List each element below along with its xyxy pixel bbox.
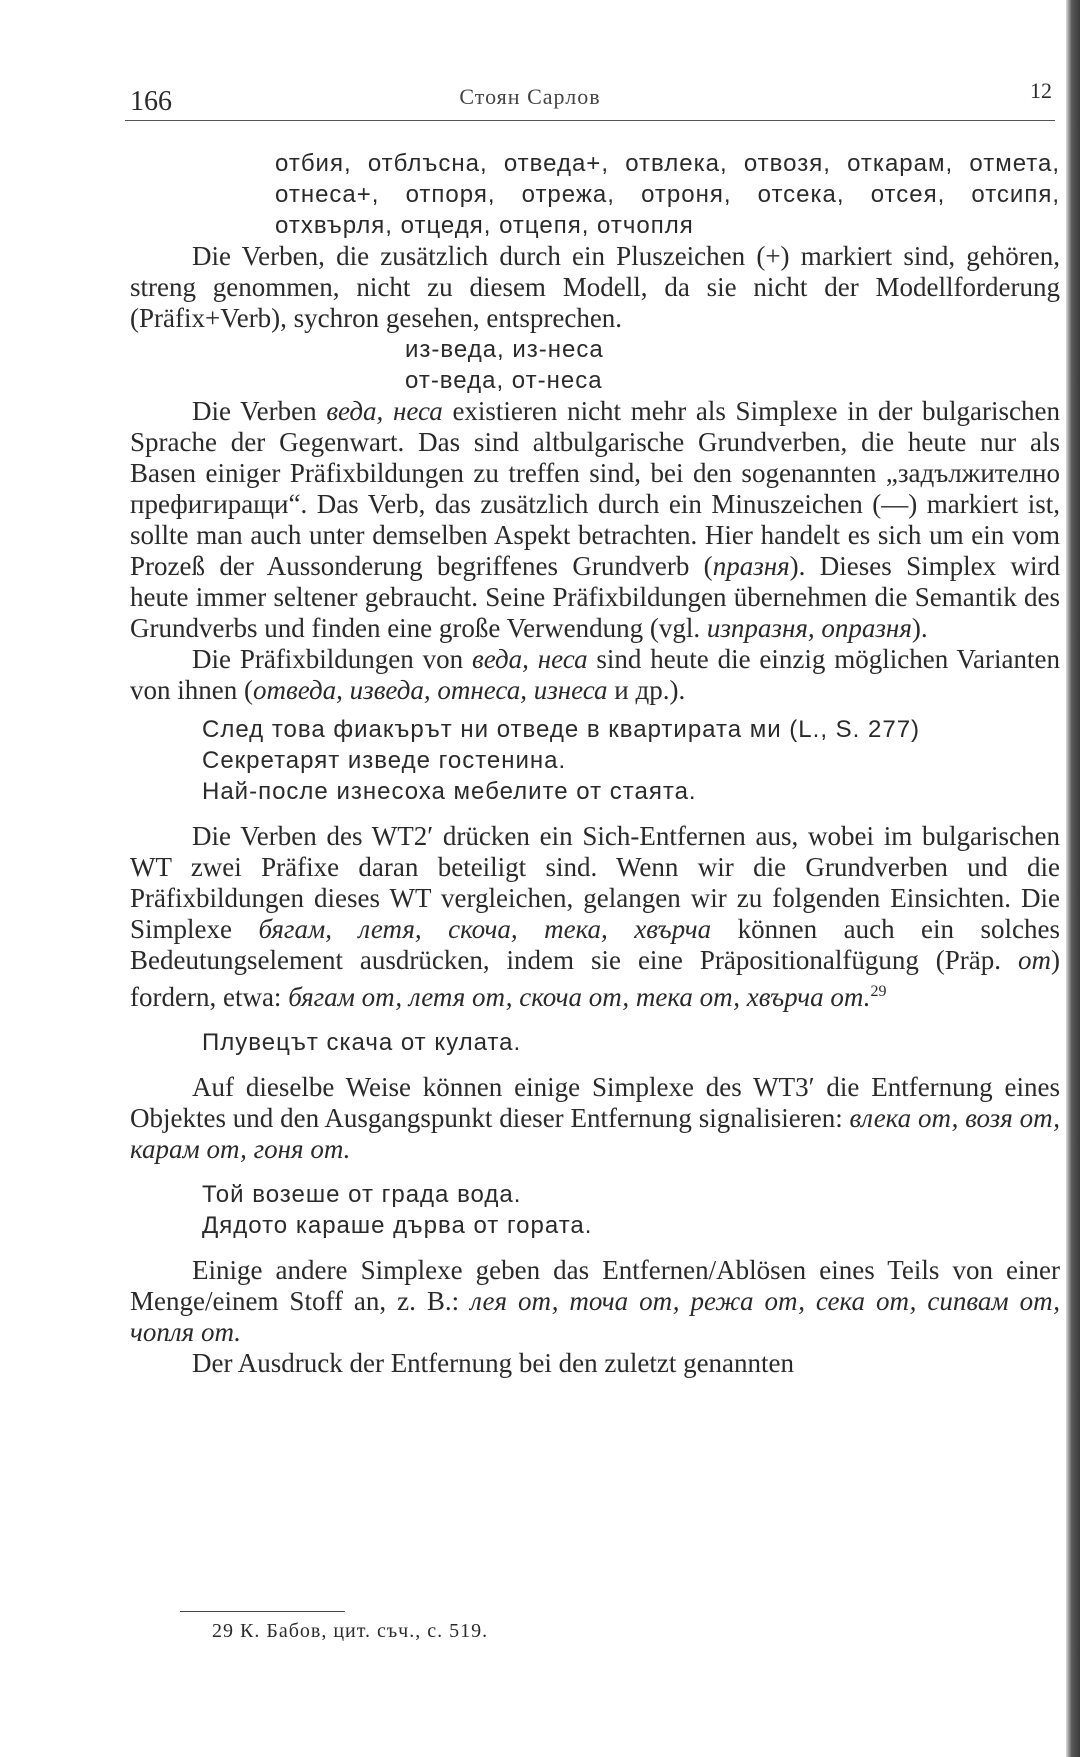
running-head — [0, 78, 1060, 118]
footnote-rule — [180, 1611, 345, 1612]
paragraph-wt2: Die Verben des WT2′ drücken ein Sich-Entfernen aus, wobei im bulgarischen WT zwei Präfixe daran beteiligt sind. Wenn wir die Grundverben und die Präfixbildungen dieses WT vergleichen, gelangen wir zu folgenden Einsichten. Die Simplexe бягам, летя, скоча, тека, хвърча können auch ein solches Bedeutungselement ausdrücken, indem sie eine Präpositionalfügung (Präp. от) fordern, etwa: бягам от, летя от, скоча от, тека от, хвърча от.$^{29}$ — [130, 821, 1060, 1012]
page-body — [130, 148, 1060, 1379]
paragraph-praefixbildungen: Die Präfixbildungen von веда, неса sind heute die einzig möglichen Varianten von ihnen (отведа, изведа, отнеса, изнеса и др.). — [130, 644, 1060, 705]
page-edge-shadow — [1066, 0, 1080, 1757]
example-sentence: Плувецът скача от кулата. — [202, 1029, 522, 1056]
verb-pair-ot: от-веда, от-неса — [405, 367, 603, 394]
verb-pair-iz: из-веда, из-неса — [405, 336, 604, 363]
page-number: 166 — [130, 86, 172, 117]
paragraph-wt3: Auf dieselbe Weise können einige Simplexe des WT3′ die Entfernung eines Objektes und den Ausgangspunkt dieser Entfernung signalisieren: влека от, возя от, карам от, гоня от. — [130, 1072, 1060, 1164]
example-sentence: Дядото караше дърва от гората. — [202, 1212, 593, 1239]
signature-mark: 12 — [1030, 78, 1052, 103]
example-sentence: След това фиакърът ни отведе в квартирата ми (L., S. 277) — [202, 716, 921, 743]
example-sentence: Той возеше от града вода. — [202, 1181, 522, 1208]
footnote-ref: 29 — [870, 983, 887, 1000]
paragraph-plus-verbs: Die Verben, die zusätzlich durch ein Pluszeichen (+) markiert sind, gehören, streng genommen, nicht zu diesem Modell, da sie nicht der Modellforderung (Präfix+Verb), sychron gesehen, entsprechen. — [130, 241, 1060, 333]
example-sentence: Секретарят изведе гостенина. — [202, 747, 567, 774]
paragraph-simplexe: Die Verben веда, неса existieren nicht mehr als Simplexe in der bulgarischen Sprache der Gegenwart. Das sind altbulgarische Grundverben, die heute nur als Basen einiger Präfixbildungen zu treffen sind, bei den sogenannten „задължително префигиращи“. Das Verb, das zusätzlich durch ein Minuszeichen (—) markiert ist, sollte man auch unter demselben Aspekt betrachten. Hier handelt es sich um ein vom Prozeß der Aussonderung begriffenes Grundverb (празня). Dieses Simplex wird heute immer seltener gebraucht. Seine Präfixbildungen übernehmen die Semantik des Grundverbs und finden eine große Verwendung (vgl. изпразня, опразня). — [130, 396, 1061, 643]
paragraph-abloesen: Einige andere Simplexe geben das Entfernen/Ablösen eines Teils von einer Menge/einem Stoff an, z. B.: лея от, точа от, режа от, сека от, сипвам от, чопля от. — [130, 1255, 1061, 1347]
footnote-text: К. Бабов, цит. съч., с. 519. — [240, 1620, 489, 1642]
footnote — [212, 1620, 488, 1643]
example-sentence: Най-после изнесоха мебелите от стаята. — [202, 778, 697, 805]
verb-list: отбия, отблъсна, отведа+, отвлека, отвозя, откарам, отмета, отнеса+, отпоря, отрежа, отроня, отсека, отсея, отсипя, отхвърля, отцедя, отцепя, отчопля — [275, 150, 1060, 239]
paragraph-ausdruck: Der Ausdruck der Entfernung bei den zuletzt genannten — [192, 1348, 795, 1378]
running-title: Стоян Сарлов — [459, 84, 601, 109]
footnote-number: 29 — [212, 1620, 234, 1642]
header-rule — [125, 120, 1055, 121]
